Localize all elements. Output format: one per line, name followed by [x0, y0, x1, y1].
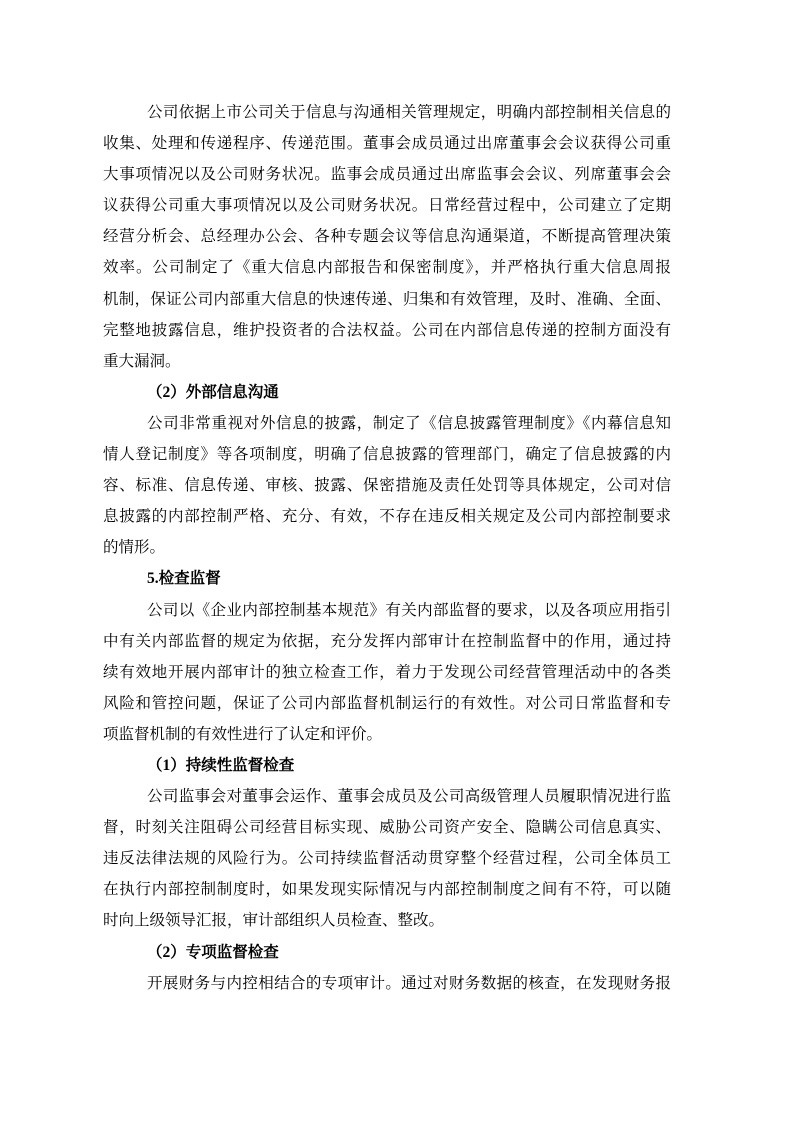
text-line: 项监督机制的有效性进行了认定和评价。 [103, 725, 383, 743]
text-line: 情人登记制度》等各项制度，明确了信息披露的管理部门，确定了信息披露的内 [103, 446, 671, 464]
text-line: 经营分析会、总经理办公会、各种专题会议等信息沟通渠道，不断提高管理决策 [103, 228, 671, 246]
text-line: 续有效地开展内部审计的独立检查工作，着力于发现公司经营管理活动中的各类 [103, 663, 671, 681]
text-line: 督，时刻关注阻碍公司经营目标实现、威胁公司资产安全、隐瞒公司信息真实、 [103, 819, 671, 837]
text-line: 时向上级领导汇报，审计部组织人员检查、整改。 [103, 912, 445, 930]
section-heading: （1）持续性监督检查 [147, 756, 295, 774]
text-line: 中有关内部监督的规定为依据，充分发挥内部审计在控制监督中的作用，通过持 [103, 632, 671, 650]
text-line: 公司以《企业内部控制基本规范》有关内部监督的要求，以及各项应用指引 [147, 601, 671, 619]
text-line: 收集、处理和传递程序、传递范围。董事会成员通过出席董事会会议获得公司重 [103, 135, 671, 153]
text-line: 议获得公司重大事项情况以及公司财务状况。日常经营过程中，公司建立了定期 [103, 197, 671, 215]
text-line: 大事项情况以及公司财务状况。监事会成员通过出席监事会会议、列席董事会会 [103, 166, 671, 184]
text-line: 的情形。 [103, 539, 166, 557]
text-line: 机制，保证公司内部重大信息的快速传递、归集和有效管理，及时、准确、全面、 [103, 290, 671, 308]
text-line: 重大漏洞。 [103, 352, 181, 370]
text-line: 违反法律法规的风险行为。公司持续监督活动贯穿整个经营过程，公司全体员工 [103, 850, 671, 868]
text-line: 容、标准、信息传递、审核、披露、保密措施及责任处罚等具体规定，公司对信 [103, 477, 671, 495]
text-line: 在执行内部控制制度时，如果发现实际情况与内部控制制度之间有不符，可以随 [103, 881, 671, 899]
section-heading: 5.检查监督 [147, 570, 221, 588]
text-line: 公司依据上市公司关于信息与沟通相关管理规定，明确内部控制相关信息的 [147, 104, 671, 121]
text-line: 公司非常重视对外信息的披露，制定了《信息披露管理制度》《内幕信息知 [147, 414, 671, 432]
section-heading: （2）外部信息沟通 [147, 383, 279, 401]
section-heading: （2）专项监督检查 [147, 943, 279, 961]
text-line: 完整地披露信息，维护投资者的合法权益。公司在内部信息传递的控制方面没有 [103, 321, 671, 339]
text-line: 公司监事会对董事会运作、董事会成员及公司高级管理人员履职情况进行监 [147, 788, 671, 806]
text-line: 开展财务与内控相结合的专项审计。通过对财务数据的核查，在发现财务报 [147, 974, 671, 992]
text-line: 风险和管控问题，保证了公司内部监督机制运行的有效性。对公司日常监督和专 [103, 694, 671, 712]
text-line: 效率。公司制定了《重大信息内部报告和保密制度》，并严格执行重大信息周报 [103, 259, 671, 277]
text-line: 息披露的内部控制严格、充分、有效，不存在违反相关规定及公司内部控制要求 [103, 508, 671, 526]
document-text-area [103, 97, 671, 999]
